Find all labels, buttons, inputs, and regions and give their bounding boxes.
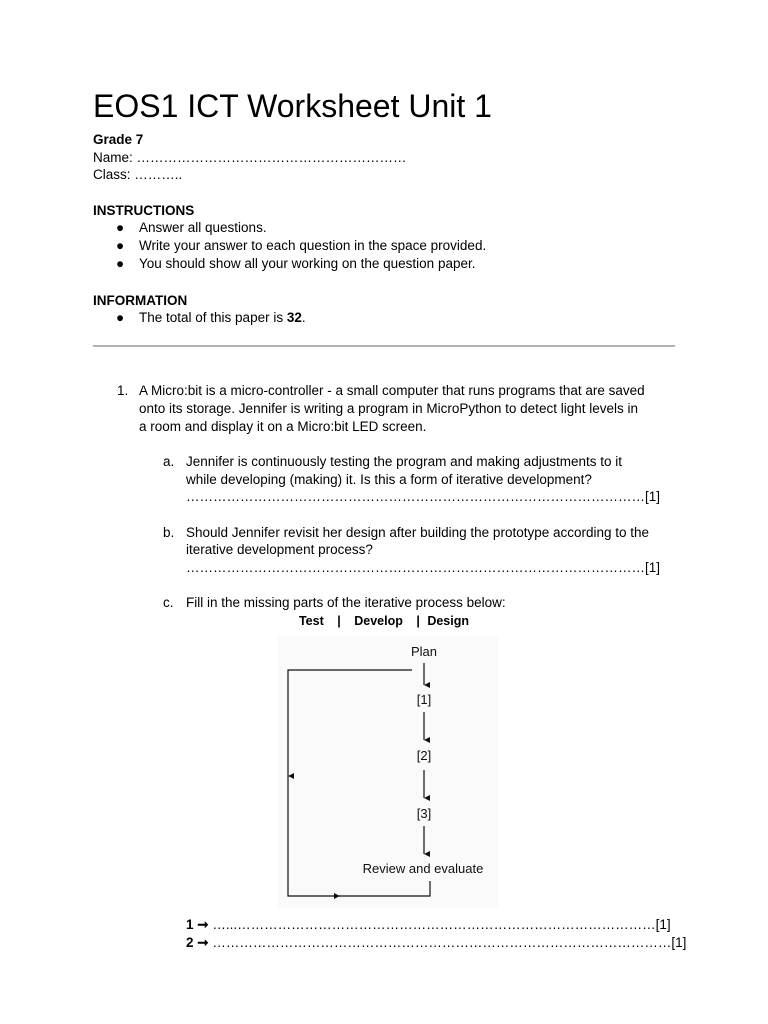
answer-line-2[interactable]: …………………………………………………………………………………………[1] bbox=[212, 935, 687, 950]
question-1b-label: b. bbox=[163, 525, 175, 540]
question-1a-answer-line[interactable]: …………………………………………………………………………………………[1] bbox=[186, 489, 661, 504]
diagram-step-1-label: [1] bbox=[416, 692, 432, 707]
question-1-text-line: onto its storage. Jennifer is writing a program in MicroPython to detect light levels in bbox=[139, 401, 638, 416]
word-bank-item: Design bbox=[427, 614, 470, 628]
right-arrow-icon: ➞ bbox=[197, 917, 209, 932]
question-1-number: 1. bbox=[117, 383, 129, 398]
question-1c-label: c. bbox=[163, 595, 174, 610]
word-bank-item: Develop bbox=[354, 614, 403, 628]
iterative-process-diagram bbox=[278, 636, 498, 908]
instruction-item: Write your answer to each question in the space provided. bbox=[139, 238, 487, 253]
question-1-text-line: A Micro:bit is a micro-controller - a small computer that runs programs that are saved bbox=[139, 383, 645, 398]
word-bank-separator: | bbox=[337, 614, 341, 628]
total-marks-text: The total of this paper is 32. bbox=[139, 310, 306, 325]
answer-line-1[interactable]: …...…………………………………………………………………………………[1] bbox=[212, 917, 671, 932]
diagram-plan-label: Plan bbox=[410, 644, 438, 659]
instruction-item: You should show all your working on the question paper. bbox=[139, 256, 476, 271]
question-1b-answer-line[interactable]: …………………………………………………………………………………………[1] bbox=[186, 560, 661, 575]
bullet-icon: ● bbox=[116, 220, 125, 235]
grade-label: Grade 7 bbox=[93, 132, 144, 147]
answer-number: 2 bbox=[186, 935, 194, 950]
bullet-icon: ● bbox=[116, 238, 125, 253]
question-1a-text-line: while developing (making) it. Is this a form of iterative development? bbox=[186, 472, 592, 487]
loop-top-line bbox=[288, 670, 412, 776]
class-field-line: Class: ……….. bbox=[93, 167, 183, 182]
diagram-review-label: Review and evaluate bbox=[362, 861, 484, 876]
right-arrow-icon: ➞ bbox=[197, 935, 209, 950]
question-1c-text: Fill in the missing parts of the iterative process below: bbox=[186, 595, 506, 610]
section-divider bbox=[93, 345, 675, 347]
information-heading: INFORMATION bbox=[93, 293, 188, 308]
question-1b-text-line: Should Jennifer revisit her design after building the prototype according to the bbox=[186, 525, 650, 540]
name-field-line: Name: …………………………………………………… bbox=[93, 150, 407, 165]
loop-up-arrow-icon bbox=[288, 776, 340, 896]
loop-back-arrow-icon bbox=[340, 881, 430, 896]
answer-row-2 bbox=[186, 934, 686, 952]
question-1b-text-line: iterative development process? bbox=[186, 542, 373, 557]
bullet-icon: ● bbox=[116, 256, 125, 271]
word-bank-item: Test bbox=[298, 614, 324, 628]
question-1a-text-line: Jennifer is continuously testing the program and making adjustments to it bbox=[186, 454, 622, 469]
instruction-item: Answer all questions. bbox=[139, 220, 267, 235]
question-1a-label: a. bbox=[163, 454, 175, 469]
diagram-step-2-label: [2] bbox=[416, 748, 432, 763]
diagram-step-3-label: [3] bbox=[416, 806, 432, 821]
bullet-icon: ● bbox=[116, 310, 125, 325]
question-1-text-line: a room and display it on a Micro:bit LED screen. bbox=[139, 419, 427, 434]
answer-row-1 bbox=[186, 916, 671, 934]
instructions-heading: INSTRUCTIONS bbox=[93, 203, 195, 218]
page-title: EOS1 ICT Worksheet Unit 1 bbox=[93, 88, 492, 124]
word-bank bbox=[0, 612, 768, 630]
answer-number: 1 bbox=[186, 917, 194, 932]
total-marks-value: 32 bbox=[286, 310, 302, 325]
word-bank-separator: | bbox=[416, 614, 420, 628]
process-flow-svg bbox=[278, 636, 498, 908]
